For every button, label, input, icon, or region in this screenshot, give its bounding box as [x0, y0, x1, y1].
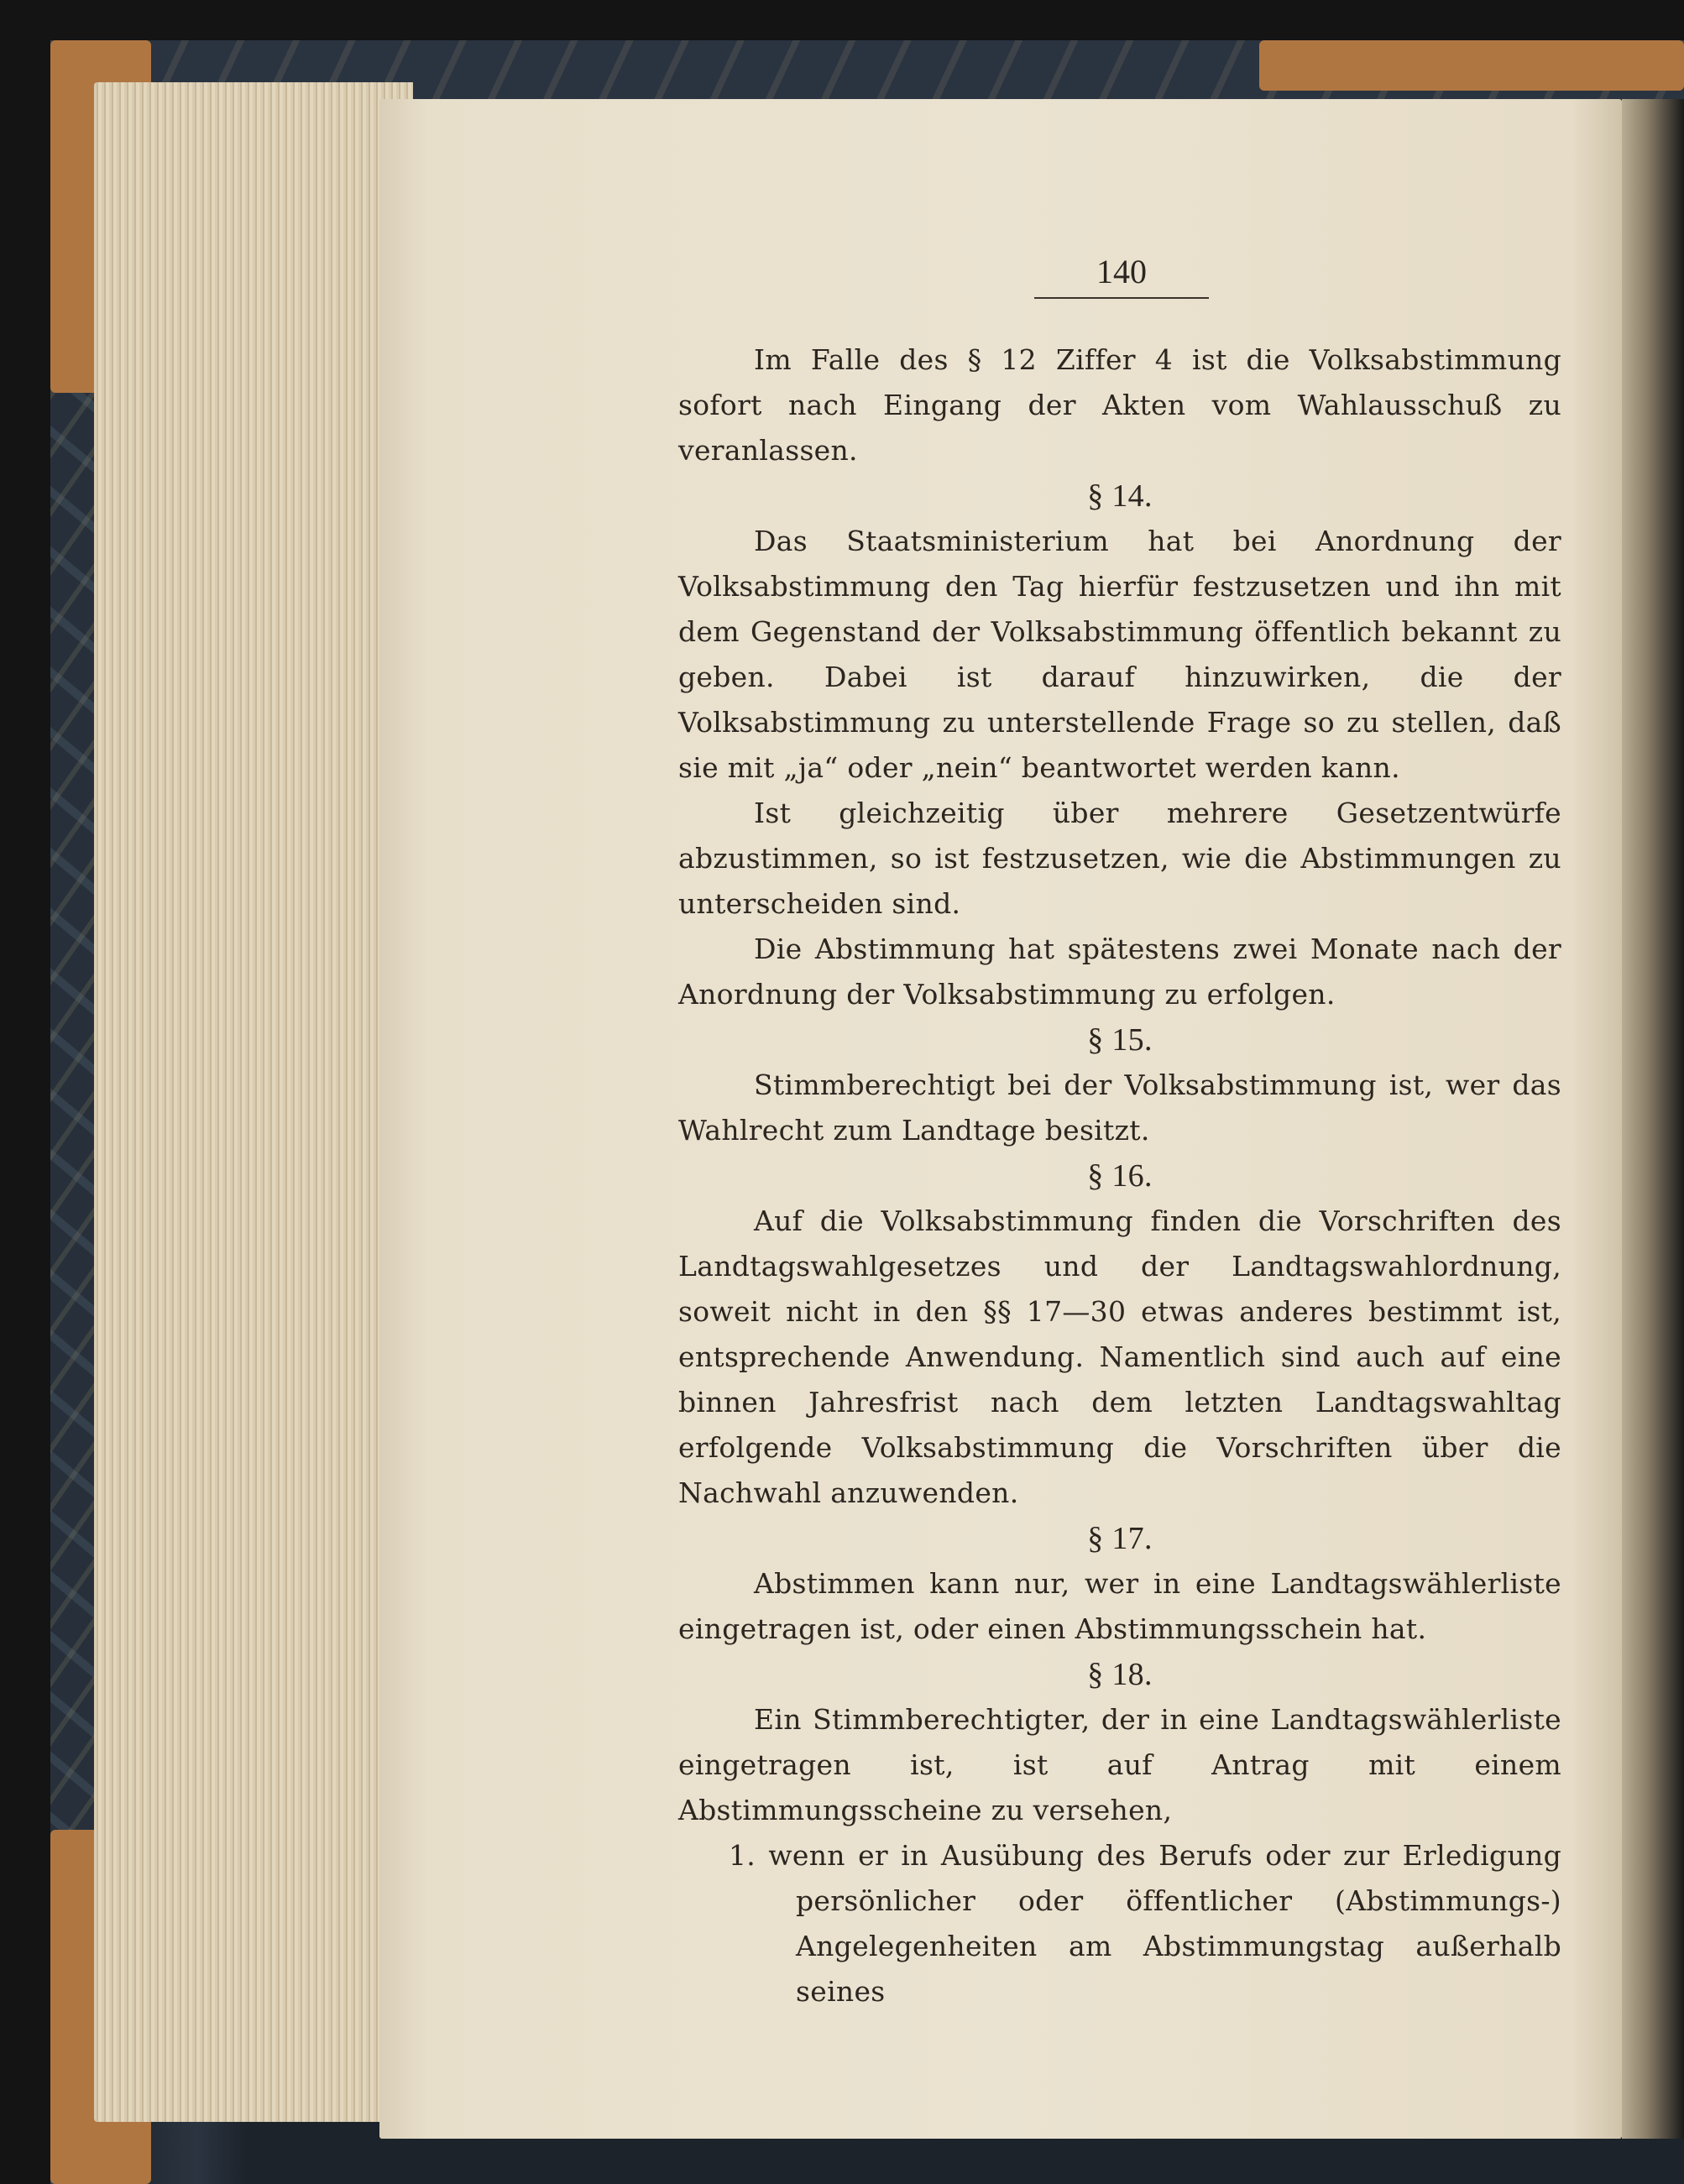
list-item: 1. wenn er in Ausübung des Berufs oder zur Erledigung persönlicher oder öffentlicher (Abstimmungs-) Angelegenheiten am Abstimmungstag außerhalb seines — [729, 1839, 1561, 2008]
paragraph: Ein Stimmberechtigter, der in eine Landtagswählerliste eingetragen ist, ist auf Antrag mit einem Abstimmungsscheine zu versehen, — [678, 1703, 1561, 1826]
paragraph: Ist gleichzeitig über mehrere Gesetzentwürfe abzustimmen, so ist festzusetzen, wie die Abstimmungen zu unterscheiden sind. — [678, 797, 1561, 920]
page-number-rule — [1034, 297, 1209, 299]
paragraph: Im Falle des § 12 Ziffer 4 ist die Volksabstimmung sofort nach Eingang der Akten vom Wahlausschuß zu veranlassen. — [678, 343, 1561, 467]
paragraph: Die Abstimmung hat spätestens zwei Monate nach der Anordnung der Volksabstimmung zu erfolgen. — [678, 933, 1561, 1011]
section-heading: § 17. — [1087, 1521, 1153, 1556]
section-heading: § 18. — [1087, 1657, 1153, 1692]
paragraph: Abstimmen kann nur, wer in eine Landtagswählerliste eingetragen ist, oder einen Abstimmungsschein hat. — [678, 1567, 1561, 1645]
page-stack-edges — [94, 82, 413, 2122]
paragraph: Stimmberechtigt bei der Volksabstimmung ist, wer das Wahlrecht zum Landtage besitzt. — [678, 1068, 1561, 1147]
page-gutter-shadow — [1622, 99, 1684, 2139]
page-number: 140 — [1096, 253, 1147, 290]
paragraph: Das Staatsministerium hat bei Anordnung der Volksabstimmung den Tag hierfür festzusetzen und ihn mit dem Gegenstand der Volksabstimmung öffentlich bekannt zu geben. Dabei ist darauf hinzuwirken, die der Volksabstimmung zu unterstellende Frage so zu stellen, daß sie mit „ja“ oder „nein“ beantwortet werden kann. — [678, 525, 1561, 784]
paragraph: Auf die Volksabstimmung finden die Vorschriften des Landtagswahlgesetzes und der Landtagswahlordnung, soweit nicht in den §§ 17—30 etwas anderes bestimmt ist, entsprechende Anwendung. Namentlich sind auch auf eine binnen Jahresfrist nach dem letzten Landtagswahltag erfolgende Volksabstimmung die Vorschriften über die Nachwahl anzuwenden. — [678, 1204, 1561, 1509]
page-text — [678, 337, 1561, 2014]
section-heading: § 16. — [1087, 1158, 1153, 1194]
section-heading: § 15. — [1087, 1022, 1153, 1058]
leather-corner-top-right — [1259, 40, 1684, 91]
section-heading: § 14. — [1087, 478, 1153, 514]
